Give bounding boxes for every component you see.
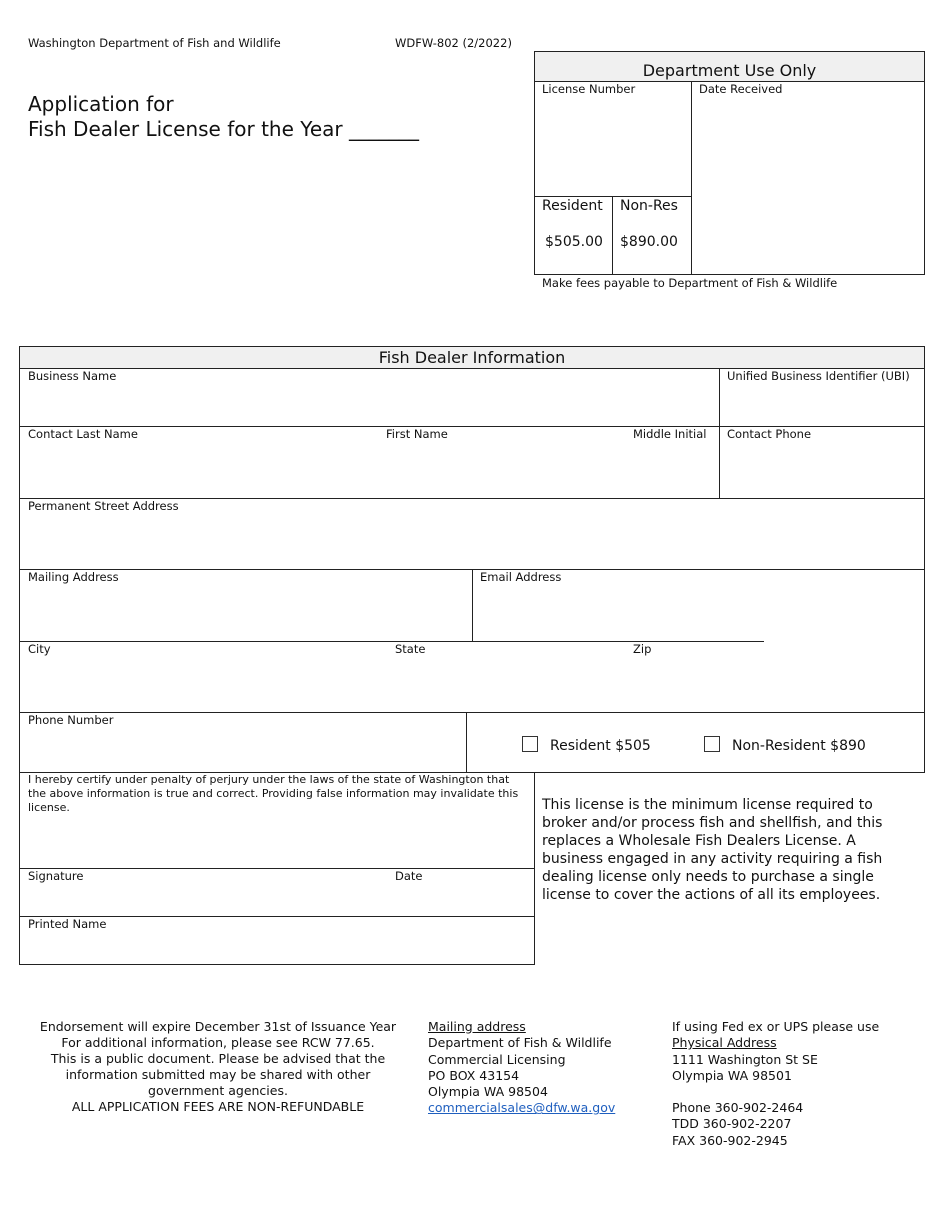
date-received-field[interactable]	[692, 82, 924, 274]
state-label: State	[395, 642, 426, 656]
footer-line: This is a public document. Please be advised that the information submitted may be shared with other government agencies.	[50, 1051, 386, 1098]
street-address-label: Permanent Street Address	[28, 499, 179, 513]
form-number: WDFW-802 (2/2022)	[395, 36, 512, 50]
non-refundable-notice: ALL APPLICATION FEES ARE NON-REFUNDABLE	[71, 1099, 365, 1114]
mailing-line: Department of Fish & Wildlife	[428, 1035, 612, 1051]
nonresident-option-label: Non-Resident $890	[732, 738, 866, 754]
title-line-1: Application for	[28, 92, 174, 116]
license-number-label: License Number	[542, 82, 636, 96]
divider	[612, 196, 613, 275]
date-label: Date	[395, 869, 423, 883]
tdd-number: TDD 360-902-2207	[672, 1116, 792, 1132]
physical-line: 1111 Washington St SE	[672, 1051, 818, 1067]
mailing-address-label: Mailing Address	[28, 570, 119, 584]
certification-text: I hereby certify under penalty of perjury under the laws of the state of Washington that the above information is true and correct. Providing false information may invalidate this license.	[28, 773, 519, 814]
agency-name: Washington Department of Fish and Wildlife	[28, 36, 281, 50]
page-title	[28, 92, 419, 142]
mailing-line: Commercial Licensing	[428, 1051, 566, 1067]
date-received-label: Date Received	[699, 82, 783, 96]
footer-line: Endorsement will expire December 31st of Issuance Year	[39, 1019, 397, 1034]
divider	[466, 712, 467, 773]
business-name-field[interactable]	[20, 369, 719, 426]
state-field[interactable]	[390, 642, 627, 712]
footer-notice	[28, 1019, 408, 1115]
resident-option-label: Resident $505	[550, 738, 651, 754]
middle-initial-label: Middle Initial	[633, 427, 707, 441]
contact-last-name-label: Contact Last Name	[28, 427, 138, 441]
phone-number: Phone 360-902-2464	[672, 1100, 804, 1116]
mailing-heading: Mailing address	[428, 1019, 526, 1034]
contact-phone-label: Contact Phone	[727, 427, 812, 441]
license-info: This license is the minimum license required to broker and/or process fish and shellfish, and this replaces a Wholesale Fish Dealers License. A business engaged in any activity requiring a fish dealing license only needs to purchase a single license to cover the actions of all its employees.	[542, 797, 883, 903]
physical-line: Olympia WA 98501	[672, 1067, 792, 1083]
zip-field[interactable]	[627, 642, 924, 712]
nonres-label: Non-Res	[620, 198, 678, 214]
physical-heading: Physical Address	[672, 1035, 777, 1051]
nonresident-checkbox[interactable]	[704, 736, 720, 752]
email-label: Email Address	[480, 570, 562, 584]
city-label: City	[28, 642, 51, 656]
dealer-info-header	[19, 346, 925, 369]
divider	[534, 196, 692, 197]
fedex-note: If using Fed ex or UPS please use	[672, 1019, 880, 1034]
zip-label: Zip	[633, 642, 652, 656]
city-field[interactable]	[20, 642, 390, 712]
mailing-line: PO BOX 43154	[428, 1067, 520, 1083]
physical-address-block	[672, 1019, 879, 1149]
nonres-fee: $890.00	[620, 234, 678, 250]
title-line-2: Fish Dealer License for the Year _______	[28, 117, 419, 141]
mailing-line: Olympia WA 98504	[428, 1084, 548, 1100]
resident-fee: $505.00	[545, 234, 603, 250]
resident-label: Resident	[542, 198, 603, 214]
signature-label: Signature	[28, 869, 84, 883]
email-link[interactable]: commercialsales@dfw.wa.gov	[428, 1100, 616, 1116]
fees-note: Make fees payable to Department of Fish & Wildlife	[542, 276, 838, 290]
first-name-label: First Name	[386, 427, 448, 441]
printed-name-label: Printed Name	[28, 917, 107, 931]
license-number-field[interactable]	[535, 82, 691, 196]
dept-use-heading: Department Use Only	[642, 61, 817, 80]
dept-use-header	[534, 51, 925, 82]
footer-line: For additional information, please see RCW 77.65.	[61, 1035, 375, 1050]
mailing-address-block	[428, 1019, 615, 1117]
phone-number-label: Phone Number	[28, 713, 114, 727]
dealer-info-heading: Fish Dealer Information	[378, 348, 566, 367]
resident-checkbox[interactable]	[522, 736, 538, 752]
ubi-label: Unified Business Identifier (UBI)	[727, 369, 910, 383]
business-name-label: Business Name	[28, 369, 117, 383]
fax-number: FAX 360-902-2945	[672, 1132, 788, 1148]
